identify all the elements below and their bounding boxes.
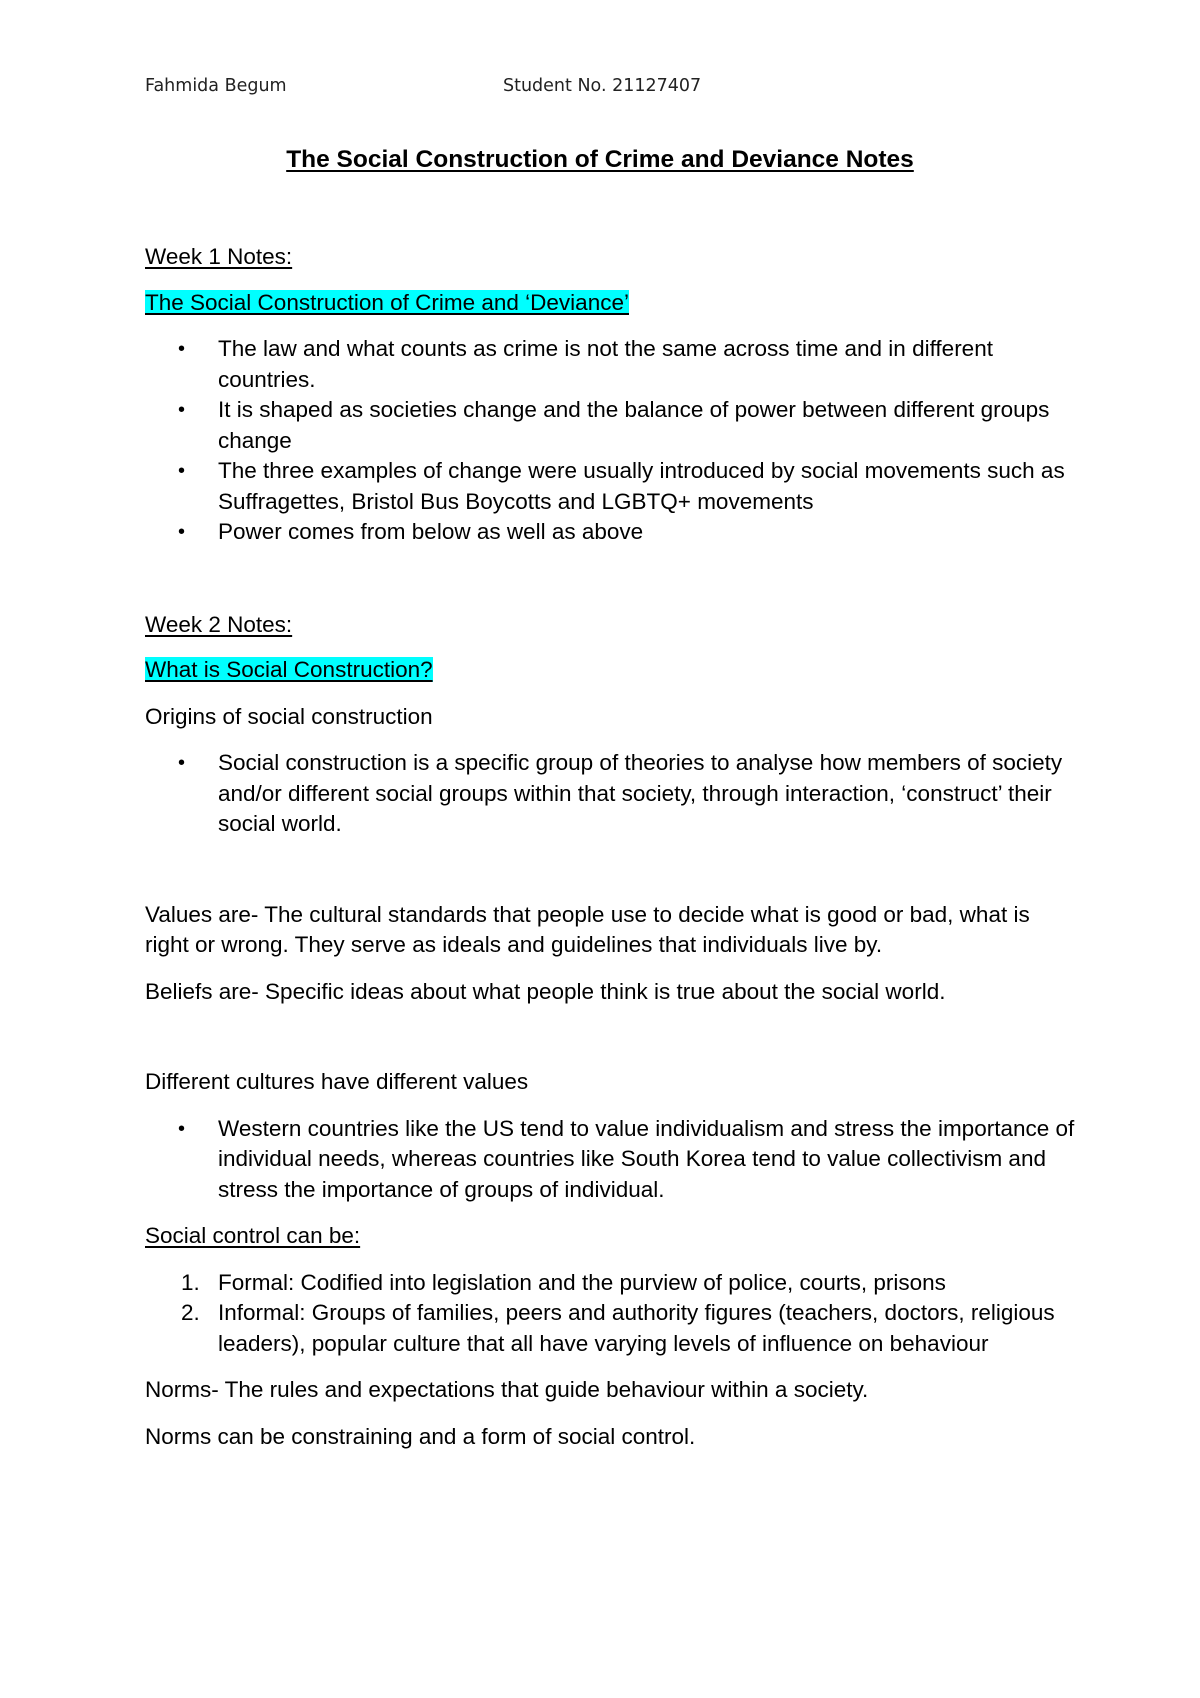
list-item-text: Formal: Codified into legislation and the purview of police, courts, prisons bbox=[218, 1269, 946, 1295]
cultures-bullet-list bbox=[145, 1114, 1075, 1206]
week1-topic bbox=[145, 288, 1075, 319]
spacer bbox=[145, 856, 1075, 900]
week1-bullet-list bbox=[145, 334, 1075, 548]
values-definition: Values are- The cultural standards that people use to decide what is good or bad, what is right or wrong. They serve as ideals and guidelines that individuals live by. bbox=[145, 901, 1030, 957]
norms-definition: Norms- The rules and expectations that guide behaviour within a society. bbox=[145, 1377, 869, 1402]
author-name: Fahmida Begum bbox=[145, 76, 287, 96]
bullet-icon: • bbox=[178, 1117, 186, 1140]
bullet-icon: • bbox=[178, 752, 186, 774]
week1-heading: Week 1 Notes: bbox=[145, 244, 293, 269]
student-number: Student No. 21127407 bbox=[503, 76, 702, 96]
list-item bbox=[178, 334, 1075, 395]
cultures-title: Different cultures have different values bbox=[145, 1069, 529, 1094]
bullet-icon: • bbox=[178, 460, 186, 482]
list-item bbox=[178, 1114, 1075, 1206]
list-item bbox=[178, 748, 1075, 840]
week1-topic-text: The Social Construction of Crime and ‘Deviance’ bbox=[145, 289, 629, 315]
norms-control: Norms can be constraining and a form of social control. bbox=[145, 1423, 696, 1449]
beliefs-definition: Beliefs are- Specific ideas about what people think is true about the social world. bbox=[145, 978, 946, 1004]
list-item bbox=[181, 1298, 1075, 1359]
social-control-title: Social control can be: bbox=[145, 1223, 361, 1248]
list-item bbox=[181, 1268, 1075, 1299]
origins-title: Origins of social construction bbox=[145, 703, 433, 729]
spacer bbox=[145, 1023, 1075, 1067]
list-item bbox=[178, 395, 1075, 456]
social-control-list bbox=[145, 1268, 1075, 1360]
week2-topic-text: What is Social Construction? bbox=[145, 657, 433, 682]
origins-bullet-list bbox=[145, 748, 1075, 840]
list-item-text: It is shaped as societies change and the balance of power between different groups change bbox=[218, 397, 1050, 453]
list-item-text: The law and what counts as crime is not the same across time and in different countries. bbox=[218, 336, 993, 392]
list-item-text: Power comes from below as well as above bbox=[218, 519, 644, 544]
list-item bbox=[178, 456, 1075, 517]
week2-topic bbox=[145, 655, 1075, 686]
bullet-icon: • bbox=[178, 338, 186, 360]
list-item-text: The three examples of change were usually introduced by social movements such as Suffragettes, Bristol Bus Boycotts and LGBTQ+ movements bbox=[218, 458, 1065, 514]
document-title: The Social Construction of Crime and Deviance Notes bbox=[286, 146, 914, 173]
bullet-icon: • bbox=[178, 521, 186, 543]
list-number: 2. bbox=[181, 1300, 200, 1325]
list-item bbox=[178, 517, 1075, 548]
bullet-icon: • bbox=[178, 399, 186, 421]
list-item-text: Social construction is a specific group of theories to analyse how members of society and/or different social groups within that society, through interaction, ‘construct’ their social world. bbox=[218, 750, 1063, 836]
list-item-text: Western countries like the US tend to value individualism and stress the importance of individual needs, whereas countries like South Korea tend to value collectivism and stress the importance of groups of individual. bbox=[218, 1115, 1075, 1202]
week2-heading: Week 2 Notes: bbox=[145, 611, 293, 637]
spacer bbox=[145, 564, 1075, 610]
document-body bbox=[145, 242, 1075, 1468]
list-item-text: Informal: Groups of families, peers and authority figures (teachers, doctors, religious leaders), popular culture that all have varying levels of influence on behaviour bbox=[218, 1300, 1055, 1356]
list-number: 1. bbox=[181, 1269, 200, 1295]
